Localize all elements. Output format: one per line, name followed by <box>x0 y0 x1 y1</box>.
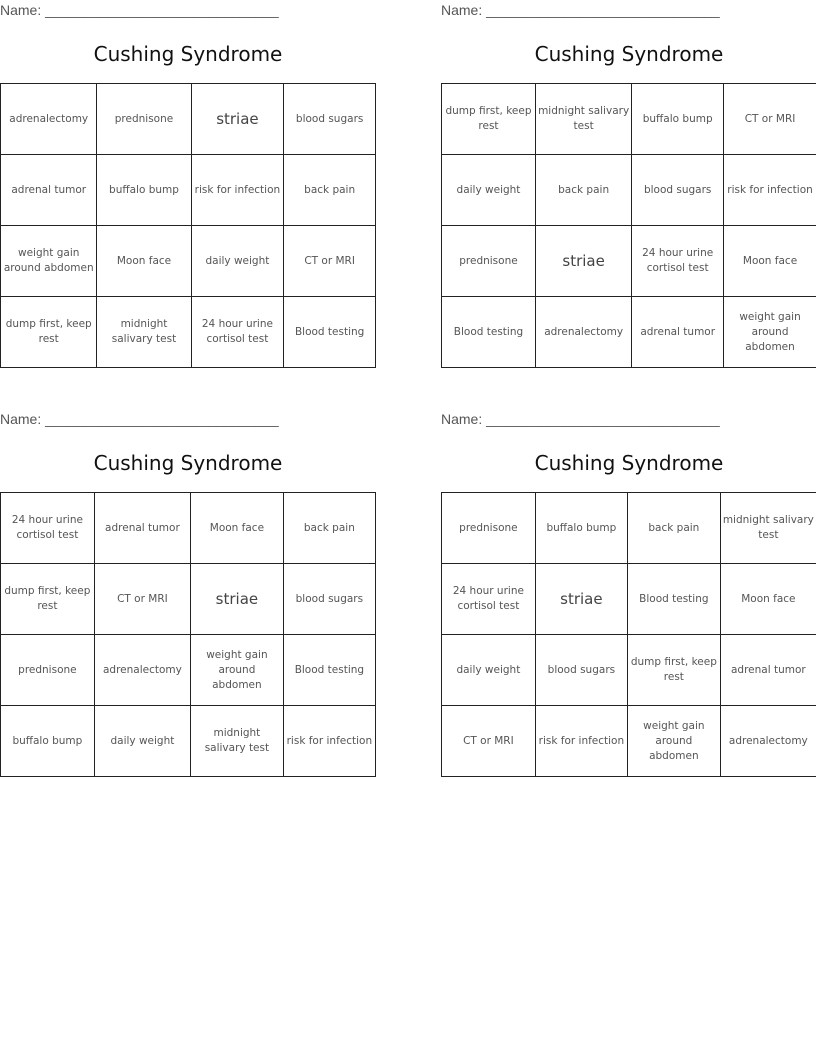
grid-cell: blood sugars <box>632 155 724 226</box>
grid-row <box>1 226 376 297</box>
grid-cell: dump first, keep rest <box>1 564 95 635</box>
grid-cell: weight gain around abdomen <box>724 297 816 368</box>
name-line: Name: ______________________________ <box>0 411 279 427</box>
grid-cell: Blood testing <box>284 297 376 368</box>
grid-row <box>442 155 816 226</box>
grid-cell: Blood testing <box>628 564 721 635</box>
grid-cell: dump first, keep rest <box>1 297 97 368</box>
grid-row <box>442 297 816 368</box>
card-title: Cushing Syndrome <box>534 42 724 66</box>
grid-cell: adrenal tumor <box>1 155 97 226</box>
grid-row <box>442 564 816 635</box>
grid-cell: 24 hour urine cortisol test <box>1 493 95 564</box>
grid-row <box>1 493 376 564</box>
grid-cell: adrenalectomy <box>1 84 97 155</box>
bingo-grid <box>0 83 376 368</box>
grid-cell: daily weight <box>442 155 536 226</box>
grid-cell: striae <box>191 564 284 635</box>
card-title: Cushing Syndrome <box>93 451 283 475</box>
name-line: Name: ______________________________ <box>0 2 279 18</box>
grid-cell: striae <box>191 84 284 155</box>
grid-row <box>1 155 376 226</box>
grid-cell: daily weight <box>94 706 190 777</box>
grid-cell: Blood testing <box>283 635 375 706</box>
grid-cell: 24 hour urine cortisol test <box>632 226 724 297</box>
name-line: Name: ______________________________ <box>441 411 720 427</box>
card-title: Cushing Syndrome <box>93 42 283 66</box>
grid-cell: 24 hour urine cortisol test <box>442 564 536 635</box>
grid-cell: adrenal tumor <box>720 635 816 706</box>
grid-row <box>1 84 376 155</box>
grid-cell: blood sugars <box>283 564 375 635</box>
grid-cell: weight gain around abdomen <box>628 706 721 777</box>
grid-cell: risk for infection <box>724 155 816 226</box>
grid-row <box>1 706 376 777</box>
grid-cell: buffalo bump <box>632 84 724 155</box>
grid-cell: weight gain around abdomen <box>191 635 284 706</box>
grid-row <box>442 493 816 564</box>
bingo-grid <box>0 492 376 777</box>
grid-cell: striae <box>535 226 631 297</box>
grid-cell: back pain <box>283 493 375 564</box>
grid-cell: adrenalectomy <box>94 635 190 706</box>
grid-cell: Moon face <box>724 226 816 297</box>
grid-cell: buffalo bump <box>535 493 627 564</box>
grid-cell: 24 hour urine cortisol test <box>191 297 284 368</box>
grid-cell: buffalo bump <box>97 155 191 226</box>
grid-cell: Blood testing <box>442 297 536 368</box>
grid-cell: midnight salivary test <box>97 297 191 368</box>
grid-cell: adrenal tumor <box>94 493 190 564</box>
grid-cell: Moon face <box>191 493 284 564</box>
grid-cell: blood sugars <box>284 84 376 155</box>
grid-cell: dump first, keep rest <box>628 635 721 706</box>
bingo-grid <box>441 83 816 368</box>
grid-cell: daily weight <box>191 226 284 297</box>
grid-cell: midnight salivary test <box>720 493 816 564</box>
grid-cell: back pain <box>628 493 721 564</box>
card-title: Cushing Syndrome <box>534 451 724 475</box>
grid-cell: risk for infection <box>283 706 375 777</box>
name-line: Name: ______________________________ <box>441 2 720 18</box>
grid-cell: CT or MRI <box>284 226 376 297</box>
grid-cell: risk for infection <box>535 706 627 777</box>
bingo-grid <box>441 492 816 777</box>
grid-cell: prednisone <box>442 226 536 297</box>
grid-cell: back pain <box>284 155 376 226</box>
grid-cell: buffalo bump <box>1 706 95 777</box>
grid-row <box>1 635 376 706</box>
grid-row <box>442 226 816 297</box>
grid-cell: Moon face <box>720 564 816 635</box>
grid-cell: midnight salivary test <box>535 84 631 155</box>
grid-cell: back pain <box>535 155 631 226</box>
grid-cell: daily weight <box>442 635 536 706</box>
grid-cell: Moon face <box>97 226 191 297</box>
grid-cell: adrenal tumor <box>632 297 724 368</box>
grid-row <box>442 635 816 706</box>
grid-cell: striae <box>535 564 627 635</box>
grid-cell: blood sugars <box>535 635 627 706</box>
grid-cell: prednisone <box>1 635 95 706</box>
grid-cell: adrenalectomy <box>535 297 631 368</box>
grid-cell: risk for infection <box>191 155 284 226</box>
grid-cell: adrenalectomy <box>720 706 816 777</box>
grid-cell: CT or MRI <box>94 564 190 635</box>
grid-cell: CT or MRI <box>724 84 816 155</box>
grid-row <box>442 706 816 777</box>
grid-row <box>1 297 376 368</box>
grid-row <box>1 564 376 635</box>
grid-cell: prednisone <box>97 84 191 155</box>
grid-cell: CT or MRI <box>442 706 536 777</box>
grid-cell: weight gain around abdomen <box>1 226 97 297</box>
grid-row <box>442 84 816 155</box>
grid-cell: dump first, keep rest <box>442 84 536 155</box>
grid-cell: midnight salivary test <box>191 706 284 777</box>
grid-cell: prednisone <box>442 493 536 564</box>
